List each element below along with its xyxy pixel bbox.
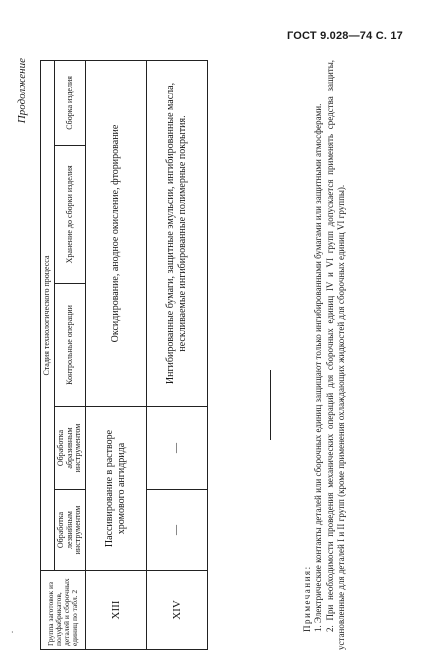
table-row-xiii (86, 61, 147, 650)
header-row-2 (54, 61, 85, 650)
col-header-blade: Обработка лезвийным инструментом (54, 490, 85, 571)
note-1: 1. Электрические контакты деталей или сборочных единиц защищают только ингибированными бумагами или защитными атмосферами. (313, 103, 324, 632)
group-cell-xiv: XIV (147, 571, 208, 650)
col-header-storage: Хранение до сборки изделия (54, 145, 85, 283)
col-header-abrasive: Обработка абразивным инструментом (54, 407, 85, 490)
col-header-control: Контрольные операции (54, 283, 85, 406)
cell-inhibited-papers: Ингибированные бумаги, защитные эмульсии, ингибированные масла, нескливаемые ингибированные полимерные покрытия. (147, 61, 208, 407)
note-2: 2. При необходимости проведения механических операций для сборочных единиц IV и VI групп допускается применять средства защиты, установленные для деталей I и II групп (кроме применения охлаждающих жидкостей для сборочных единиц VI группы). (324, 60, 346, 650)
stage-header: Стадия технологического процесса (41, 61, 55, 571)
cell-passivation: Пассивирование в растворе хромового ангидрида (86, 407, 147, 571)
col-header-assembly: Сборка изделия (54, 61, 85, 146)
margin-mark: · (11, 628, 14, 637)
cell-oxidation: Оксидирование, анодное окисление, фторирование (86, 61, 147, 407)
process-table (40, 60, 208, 650)
table-row-xiv (147, 61, 208, 650)
notes-title: Примечания: (302, 565, 312, 632)
cell-xiv-blade: — (147, 490, 208, 571)
group-column-header: Группа заготовок из полуфабрикатов, деталей и сборочных единиц по табл. 2 (41, 571, 86, 650)
rotated-content (16, 54, 416, 650)
continuation-label: Продолжение (16, 58, 28, 124)
separator-rule (270, 370, 271, 440)
notes-block (302, 60, 347, 650)
page-header: ГОСТ 9.028—74 С. 17 (286, 30, 403, 42)
cell-xiv-abrasive: — (147, 407, 208, 490)
header-row-1 (41, 61, 55, 650)
group-cell-xiii: XIII (86, 571, 147, 650)
